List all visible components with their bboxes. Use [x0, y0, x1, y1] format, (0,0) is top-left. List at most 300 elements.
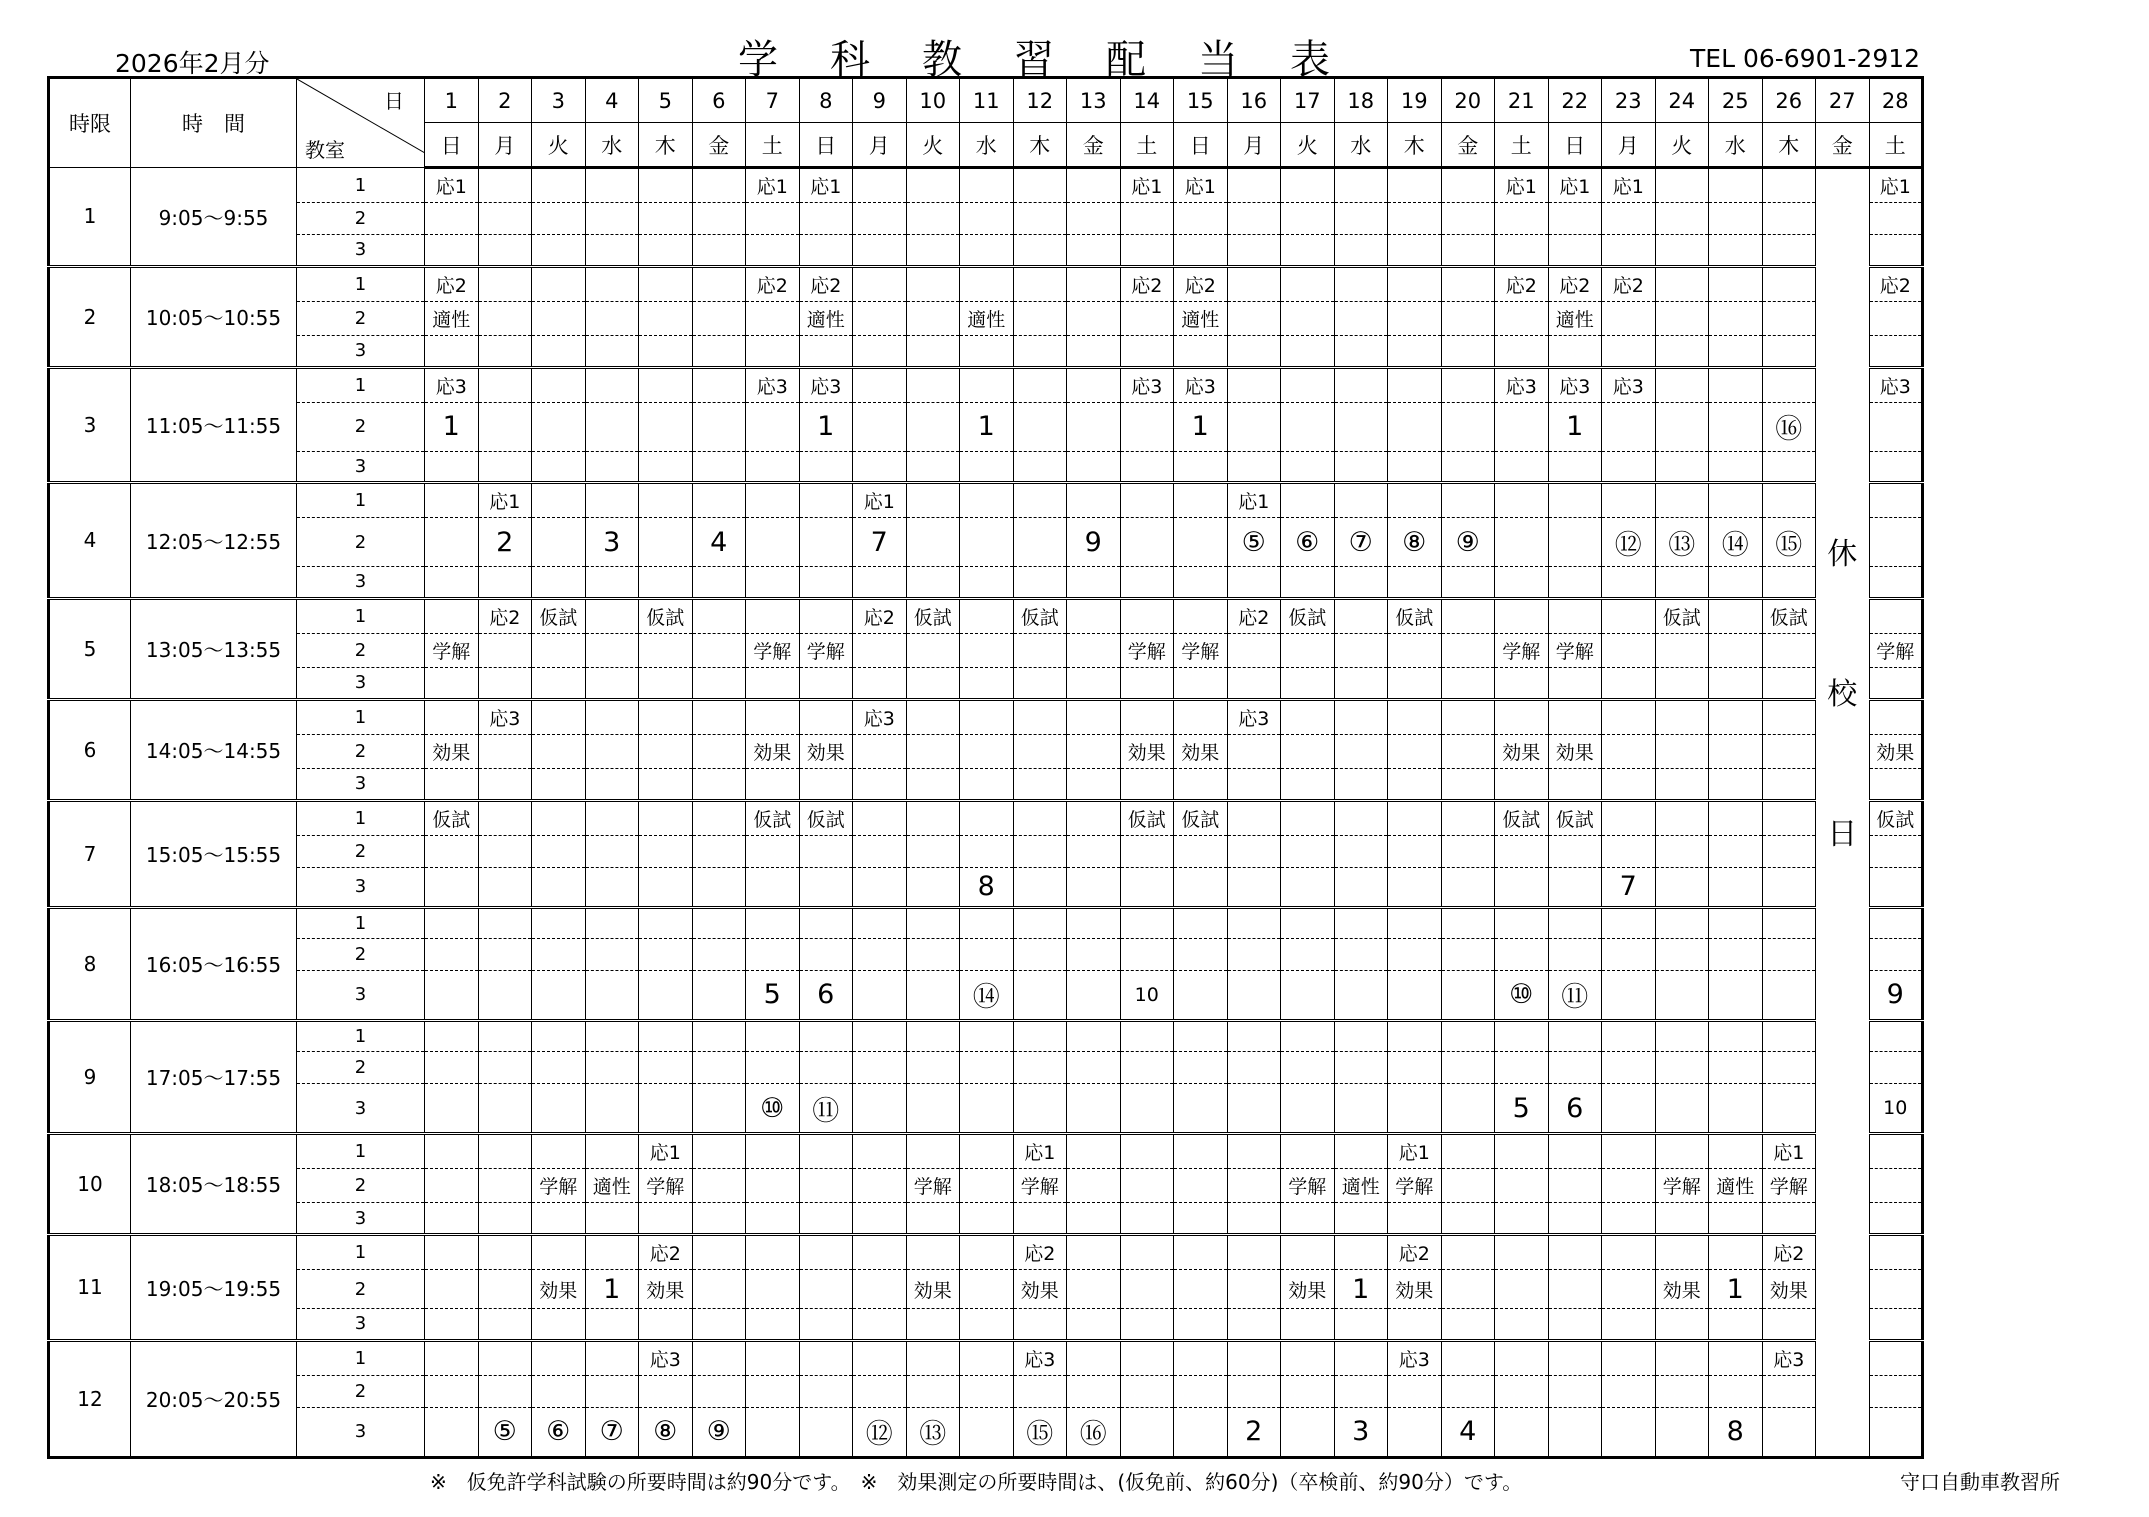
- lesson-cell: 適性: [960, 301, 1014, 335]
- lesson-cell: [1067, 668, 1121, 700]
- lesson-cell: [1602, 203, 1656, 235]
- period-time: 17:05～17:55: [131, 1020, 297, 1133]
- footer-note: ※ 仮免許学科試験の所要時間は約90分です。 ※ 効果測定の所要時間は、(仮免前、約60分)（卒検前、約90分）です。: [430, 1470, 1523, 1494]
- lesson-cell: [853, 168, 907, 203]
- schedule-row: [49, 518, 1923, 567]
- lesson-cell: [906, 1234, 960, 1269]
- lesson-cell: [1120, 1169, 1174, 1203]
- lesson-cell: [639, 203, 693, 235]
- lesson-cell: [585, 335, 639, 367]
- lesson-cell: [1281, 483, 1335, 518]
- lesson-cell: [1548, 867, 1602, 907]
- lesson-cell: [532, 1133, 586, 1168]
- lesson-cell: [532, 335, 586, 367]
- lesson-cell: [1013, 1084, 1067, 1134]
- lesson-cell: [478, 668, 532, 700]
- lesson-cell: [1067, 203, 1121, 235]
- room-number: 1: [297, 598, 425, 633]
- lesson-cell: [1602, 301, 1656, 335]
- lesson-cell: ⑫: [853, 1407, 907, 1457]
- period-time: 15:05～15:55: [131, 800, 297, 907]
- lesson-cell: [960, 567, 1014, 599]
- lesson-cell: [1120, 1234, 1174, 1269]
- schedule-row: [49, 266, 1923, 301]
- lesson-cell: [1441, 734, 1495, 768]
- lesson-cell: [425, 1133, 479, 1168]
- lesson-cell: [1869, 1203, 1923, 1235]
- lesson-cell: [1655, 367, 1709, 402]
- lesson-cell: [1655, 301, 1709, 335]
- lesson-cell: [692, 1309, 746, 1341]
- lesson-cell: [746, 203, 800, 235]
- lesson-cell: [425, 1270, 479, 1309]
- weekday-header: 火: [1655, 123, 1709, 168]
- schedule-row: [49, 800, 1923, 835]
- lesson-cell: [1869, 867, 1923, 907]
- lesson-cell: [1602, 1340, 1656, 1375]
- schedule-row: [49, 1309, 1923, 1341]
- lesson-cell: [478, 203, 532, 235]
- lesson-cell: [478, 835, 532, 867]
- lesson-cell: [1869, 483, 1923, 518]
- schedule-row: [49, 769, 1923, 801]
- lesson-cell: [906, 1340, 960, 1375]
- lesson-cell: [1013, 301, 1067, 335]
- lesson-cell: [799, 451, 853, 483]
- lesson-cell: [585, 451, 639, 483]
- lesson-cell: 適性: [585, 1169, 639, 1203]
- lesson-cell: [1067, 907, 1121, 939]
- lesson-cell: [1174, 1270, 1228, 1309]
- lesson-cell: [1441, 451, 1495, 483]
- lesson-cell: [1067, 867, 1121, 907]
- schedule-row: [49, 970, 1923, 1020]
- lesson-cell: 学解: [1762, 1169, 1816, 1203]
- lesson-cell: [1227, 1376, 1281, 1408]
- lesson-cell: [639, 907, 693, 939]
- period-time: 12:05～12:55: [131, 483, 297, 599]
- lesson-cell: [1227, 769, 1281, 801]
- lesson-cell: [1334, 168, 1388, 203]
- lesson-cell: [1334, 734, 1388, 768]
- lesson-cell: 応2: [1013, 1234, 1067, 1269]
- lesson-cell: [746, 1052, 800, 1084]
- lesson-cell: [1602, 335, 1656, 367]
- lesson-cell: [1067, 301, 1121, 335]
- period-time: 16:05～16:55: [131, 907, 297, 1020]
- lesson-cell: [746, 1270, 800, 1309]
- lesson-cell: 効果: [906, 1270, 960, 1309]
- room-number: 3: [297, 867, 425, 907]
- lesson-cell: [1334, 1020, 1388, 1052]
- lesson-cell: [960, 633, 1014, 667]
- lesson-cell: [1762, 483, 1816, 518]
- lesson-cell: [906, 234, 960, 266]
- lesson-cell: [639, 1309, 693, 1341]
- lesson-cell: [692, 1340, 746, 1375]
- lesson-cell: [960, 1084, 1014, 1134]
- room-number: 2: [297, 633, 425, 667]
- lesson-cell: [1709, 835, 1763, 867]
- room-number: 3: [297, 234, 425, 266]
- lesson-cell: [425, 1052, 479, 1084]
- lesson-cell: [1388, 335, 1442, 367]
- lesson-cell: [532, 734, 586, 768]
- schedule-row: [49, 907, 1923, 939]
- lesson-cell: [1227, 1309, 1281, 1341]
- lesson-cell: [1067, 402, 1121, 451]
- lesson-cell: [1120, 907, 1174, 939]
- lesson-cell: [1388, 451, 1442, 483]
- lesson-cell: [906, 518, 960, 567]
- lesson-cell: [1281, 867, 1335, 907]
- lesson-cell: [639, 867, 693, 907]
- lesson-cell: [1227, 1052, 1281, 1084]
- lesson-cell: [746, 518, 800, 567]
- lesson-cell: [1441, 168, 1495, 203]
- lesson-cell: [906, 1203, 960, 1235]
- lesson-cell: [1655, 1376, 1709, 1408]
- lesson-cell: [425, 939, 479, 971]
- period-time: 9:05～9:55: [131, 168, 297, 267]
- lesson-cell: [532, 867, 586, 907]
- lesson-cell: 効果: [1762, 1270, 1816, 1309]
- lesson-cell: [906, 939, 960, 971]
- lesson-cell: [1013, 970, 1067, 1020]
- lesson-cell: [746, 1309, 800, 1341]
- day-number-header: 21: [1495, 78, 1549, 123]
- lesson-cell: [1441, 203, 1495, 235]
- lesson-cell: 応1: [1869, 168, 1923, 203]
- lesson-cell: [585, 970, 639, 1020]
- lesson-cell: [1655, 633, 1709, 667]
- lesson-cell: [1441, 1309, 1495, 1341]
- lesson-cell: 応3: [799, 367, 853, 402]
- room-number: 2: [297, 1270, 425, 1309]
- room-number: 2: [297, 518, 425, 567]
- lesson-cell: ⑬: [906, 1407, 960, 1457]
- lesson-cell: [1334, 335, 1388, 367]
- lesson-cell: [1281, 1234, 1335, 1269]
- lesson-cell: [1174, 1084, 1228, 1134]
- lesson-cell: [1013, 668, 1067, 700]
- day-number-header: 18: [1334, 78, 1388, 123]
- lesson-cell: [1174, 203, 1228, 235]
- lesson-cell: [1709, 203, 1763, 235]
- period-number: 4: [49, 483, 131, 599]
- lesson-cell: 応2: [1227, 598, 1281, 633]
- lesson-cell: [746, 1407, 800, 1457]
- lesson-cell: [1174, 234, 1228, 266]
- lesson-cell: [1869, 402, 1923, 451]
- day-number-header: 22: [1548, 78, 1602, 123]
- schedule-row: [49, 668, 1923, 700]
- lesson-cell: [639, 1052, 693, 1084]
- lesson-cell: [692, 633, 746, 667]
- lesson-cell: [425, 451, 479, 483]
- lesson-cell: [960, 1309, 1014, 1341]
- lesson-cell: [692, 367, 746, 402]
- lesson-cell: [1495, 598, 1549, 633]
- lesson-cell: [853, 633, 907, 667]
- lesson-cell: [639, 266, 693, 301]
- lesson-cell: [1762, 266, 1816, 301]
- lesson-cell: [906, 1309, 960, 1341]
- day-number-header: 1: [425, 78, 479, 123]
- lesson-cell: 応1: [1013, 1133, 1067, 1168]
- lesson-cell: [1548, 598, 1602, 633]
- lesson-cell: [906, 203, 960, 235]
- lesson-cell: 1: [1709, 1270, 1763, 1309]
- weekday-header: 日: [425, 123, 479, 168]
- lesson-cell: [906, 1084, 960, 1134]
- lesson-cell: [1655, 234, 1709, 266]
- lesson-cell: [1174, 1407, 1228, 1457]
- day-number-header: 8: [799, 78, 853, 123]
- lesson-cell: [1281, 835, 1335, 867]
- lesson-cell: [1013, 1052, 1067, 1084]
- lesson-cell: [1869, 699, 1923, 734]
- lesson-cell: [1334, 1133, 1388, 1168]
- lesson-cell: [532, 301, 586, 335]
- period-number: 11: [49, 1234, 131, 1340]
- room-number: 2: [297, 301, 425, 335]
- lesson-cell: 応1: [1495, 168, 1549, 203]
- lesson-cell: [1334, 1340, 1388, 1375]
- lesson-cell: [1067, 1234, 1121, 1269]
- lesson-cell: [1441, 1234, 1495, 1269]
- lesson-cell: 効果: [1174, 734, 1228, 768]
- lesson-cell: 応3: [1227, 699, 1281, 734]
- lesson-cell: [906, 1052, 960, 1084]
- lesson-cell: [1067, 234, 1121, 266]
- lesson-cell: [1227, 939, 1281, 971]
- lesson-cell: [853, 567, 907, 599]
- lesson-cell: [799, 483, 853, 518]
- lesson-cell: ⑬: [1655, 518, 1709, 567]
- lesson-cell: [585, 1309, 639, 1341]
- lesson-cell: [1120, 668, 1174, 700]
- lesson-cell: [1227, 301, 1281, 335]
- lesson-cell: [960, 835, 1014, 867]
- lesson-cell: [1655, 1340, 1709, 1375]
- lesson-cell: [532, 1084, 586, 1134]
- lesson-cell: [532, 1309, 586, 1341]
- lesson-cell: [1067, 734, 1121, 768]
- lesson-cell: [1655, 769, 1709, 801]
- lesson-cell: [799, 1270, 853, 1309]
- lesson-cell: [1013, 402, 1067, 451]
- lesson-cell: [799, 699, 853, 734]
- lesson-cell: [853, 1084, 907, 1134]
- lesson-cell: [1869, 567, 1923, 599]
- lesson-cell: [1334, 402, 1388, 451]
- lesson-cell: [1120, 1270, 1174, 1309]
- lesson-cell: [853, 367, 907, 402]
- lesson-cell: 学解: [1548, 633, 1602, 667]
- lesson-cell: [853, 1309, 907, 1341]
- period-time: 18:05～18:55: [131, 1133, 297, 1234]
- lesson-cell: [1174, 699, 1228, 734]
- lesson-cell: 応3: [1602, 367, 1656, 402]
- period-number: 7: [49, 800, 131, 907]
- lesson-cell: [960, 1052, 1014, 1084]
- day-number-header: 17: [1281, 78, 1335, 123]
- lesson-cell: [1869, 518, 1923, 567]
- lesson-cell: [1281, 734, 1335, 768]
- lesson-cell: [1655, 699, 1709, 734]
- lesson-cell: ⑯: [1762, 402, 1816, 451]
- weekday-header: 火: [1281, 123, 1335, 168]
- lesson-cell: [692, 939, 746, 971]
- lesson-cell: 仮試: [1495, 800, 1549, 835]
- room-number: 1: [297, 1340, 425, 1375]
- lesson-cell: [1602, 1234, 1656, 1269]
- lesson-cell: [478, 1084, 532, 1134]
- lesson-cell: [639, 633, 693, 667]
- lesson-cell: [1174, 567, 1228, 599]
- lesson-cell: [1067, 769, 1121, 801]
- lesson-cell: [1655, 800, 1709, 835]
- lesson-cell: [1334, 367, 1388, 402]
- lesson-cell: [1602, 1203, 1656, 1235]
- lesson-cell: 学解: [1495, 633, 1549, 667]
- lesson-cell: [746, 451, 800, 483]
- lesson-cell: [746, 939, 800, 971]
- lesson-cell: 応1: [1120, 168, 1174, 203]
- lesson-cell: 仮試: [532, 598, 586, 633]
- lesson-cell: [478, 266, 532, 301]
- lesson-cell: ⑫: [1602, 518, 1656, 567]
- lesson-cell: [1762, 1084, 1816, 1134]
- lesson-cell: [639, 402, 693, 451]
- lesson-cell: 学解: [1174, 633, 1228, 667]
- lesson-cell: [1602, 483, 1656, 518]
- schedule-row: [49, 234, 1923, 266]
- lesson-cell: [1281, 1203, 1335, 1235]
- lesson-cell: [960, 1340, 1014, 1375]
- room-number: 3: [297, 451, 425, 483]
- lesson-cell: [692, 734, 746, 768]
- lesson-cell: [1495, 518, 1549, 567]
- lesson-cell: [1548, 335, 1602, 367]
- lesson-cell: [1388, 734, 1442, 768]
- lesson-cell: [1281, 939, 1335, 971]
- lesson-cell: [1495, 939, 1549, 971]
- lesson-cell: [1281, 668, 1335, 700]
- lesson-cell: [1548, 668, 1602, 700]
- lesson-cell: [1067, 800, 1121, 835]
- lesson-cell: [692, 1020, 746, 1052]
- lesson-cell: [799, 1133, 853, 1168]
- lesson-cell: 学解: [906, 1169, 960, 1203]
- schedule-row: [49, 633, 1923, 667]
- lesson-cell: [1388, 301, 1442, 335]
- period-time: 20:05～20:55: [131, 1340, 297, 1457]
- lesson-cell: [1174, 518, 1228, 567]
- weekday-header: 金: [692, 123, 746, 168]
- lesson-cell: [478, 402, 532, 451]
- lesson-cell: [1869, 301, 1923, 335]
- lesson-cell: [1495, 301, 1549, 335]
- weekday-header: 火: [532, 123, 586, 168]
- lesson-cell: [1709, 939, 1763, 971]
- weekday-header: 水: [1709, 123, 1763, 168]
- lesson-cell: [1067, 266, 1121, 301]
- lesson-cell: [1388, 1309, 1442, 1341]
- lesson-cell: [639, 1084, 693, 1134]
- lesson-cell: [1441, 367, 1495, 402]
- lesson-cell: [1120, 835, 1174, 867]
- lesson-cell: [1495, 1234, 1549, 1269]
- lesson-cell: [1281, 1020, 1335, 1052]
- lesson-cell: 8: [1709, 1407, 1763, 1457]
- lesson-cell: [1655, 483, 1709, 518]
- lesson-cell: [639, 1203, 693, 1235]
- lesson-cell: [1548, 1270, 1602, 1309]
- lesson-cell: [906, 800, 960, 835]
- lesson-cell: 仮試: [1655, 598, 1709, 633]
- lesson-cell: [1495, 203, 1549, 235]
- lesson-cell: [585, 1234, 639, 1269]
- lesson-cell: [1762, 699, 1816, 734]
- weekday-header: 木: [639, 123, 693, 168]
- lesson-cell: [585, 907, 639, 939]
- lesson-cell: [639, 367, 693, 402]
- lesson-cell: [639, 234, 693, 266]
- lesson-cell: [1174, 1309, 1228, 1341]
- lesson-cell: [532, 1234, 586, 1269]
- lesson-cell: [532, 367, 586, 402]
- room-number: 3: [297, 769, 425, 801]
- lesson-cell: [1655, 168, 1709, 203]
- lesson-cell: [1120, 1203, 1174, 1235]
- lesson-cell: 応2: [1174, 266, 1228, 301]
- lesson-cell: [960, 518, 1014, 567]
- room-number: 2: [297, 734, 425, 768]
- lesson-cell: [1174, 483, 1228, 518]
- lesson-cell: [1013, 483, 1067, 518]
- lesson-cell: ⑩: [1495, 970, 1549, 1020]
- lesson-cell: [1013, 1203, 1067, 1235]
- lesson-cell: [639, 518, 693, 567]
- lesson-cell: [1281, 335, 1335, 367]
- schedule-row: [49, 1169, 1923, 1203]
- weekday-header: 土: [1120, 123, 1174, 168]
- lesson-cell: [1548, 835, 1602, 867]
- lesson-cell: [799, 1169, 853, 1203]
- lesson-cell: [1227, 1270, 1281, 1309]
- lesson-cell: [1067, 1133, 1121, 1168]
- lesson-cell: [1548, 1407, 1602, 1457]
- lesson-cell: [1548, 234, 1602, 266]
- lesson-cell: [1869, 598, 1923, 633]
- lesson-cell: [906, 769, 960, 801]
- room-number: 2: [297, 1376, 425, 1408]
- lesson-cell: [1120, 1309, 1174, 1341]
- lesson-cell: [799, 234, 853, 266]
- lesson-cell: [532, 483, 586, 518]
- lesson-cell: [746, 867, 800, 907]
- lesson-cell: 応3: [746, 367, 800, 402]
- lesson-cell: [1334, 939, 1388, 971]
- lesson-cell: 学解: [746, 633, 800, 667]
- lesson-cell: [1602, 699, 1656, 734]
- day-number-header: 20: [1441, 78, 1495, 123]
- lesson-cell: [1174, 598, 1228, 633]
- lesson-cell: [1762, 234, 1816, 266]
- lesson-cell: [1281, 1309, 1335, 1341]
